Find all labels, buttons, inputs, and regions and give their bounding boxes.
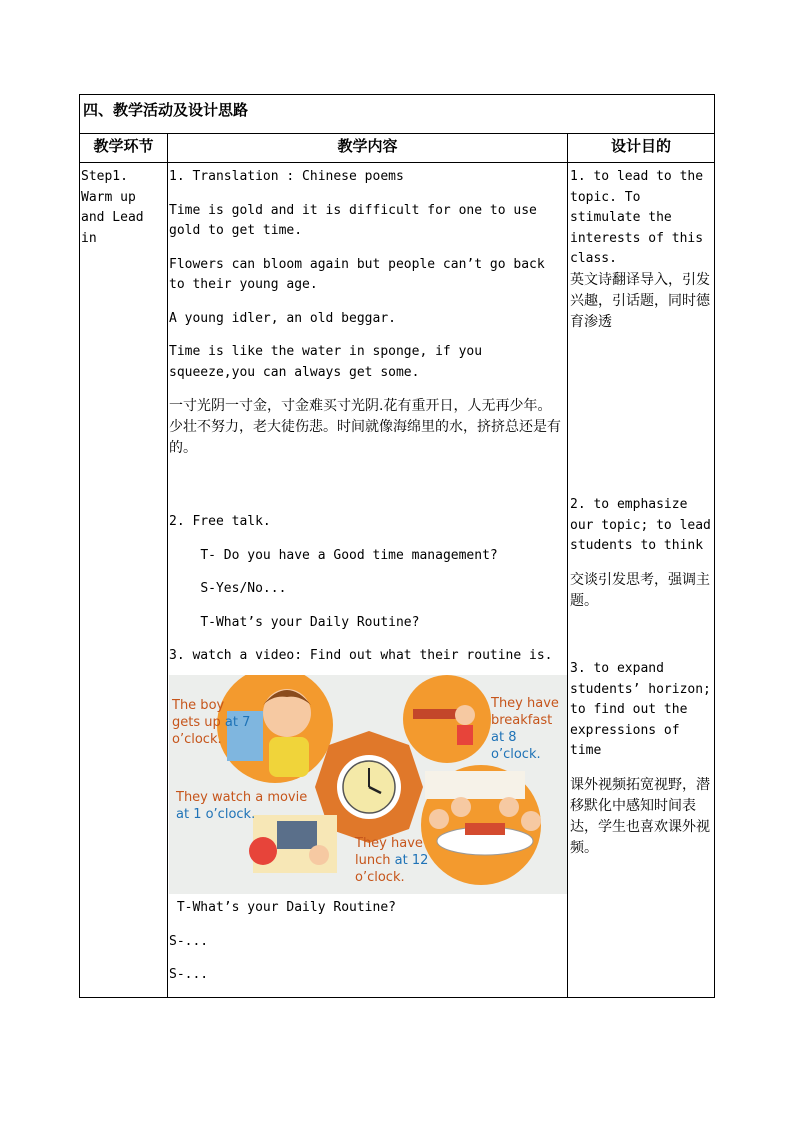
purpose-1 bbox=[570, 167, 714, 333]
section-title: 四、教学活动及设计思路 bbox=[83, 101, 249, 119]
content-line: T-What’s your Daily Routine? bbox=[169, 614, 420, 630]
content-line: 一寸光阴一寸金，寸金难买寸光阴.花有重开日，人无再少年。少壮不努力，老大徒伤悲。时间就像海绵里的水，挤挤总还是有的。 bbox=[169, 398, 561, 456]
content-line: 1. Translation : Chinese poems bbox=[169, 169, 404, 184]
content-line: S-... bbox=[169, 967, 209, 982]
content-line: Flowers can bloom again but people can’t go back to their young age. bbox=[169, 256, 553, 292]
purpose-text: 交谈引发思考，强调主题。 bbox=[570, 571, 710, 609]
teaching-content bbox=[169, 167, 565, 667]
purpose-3 bbox=[570, 659, 714, 859]
content-line: A young idler, an old beggar. bbox=[169, 310, 396, 326]
content-line: 2. Free talk. bbox=[169, 514, 271, 529]
child-head bbox=[499, 797, 519, 817]
col-divider bbox=[167, 133, 168, 997]
child-head bbox=[521, 811, 541, 831]
counter-shape bbox=[425, 771, 525, 799]
child-head bbox=[309, 845, 329, 865]
purpose-text: 英文诗翻译导入，引发兴趣，引话题，同时德育渗透 bbox=[570, 271, 710, 330]
lesson-table bbox=[79, 94, 715, 998]
content-line: Time is like the water in sponge, if you squeeze,you can always get some. bbox=[169, 344, 490, 380]
child-head bbox=[451, 797, 471, 817]
teaching-content-end bbox=[169, 898, 565, 986]
step-label: Step1. Warm up and Lead in bbox=[81, 169, 144, 246]
purpose-2 bbox=[570, 495, 714, 612]
content-line: Time is gold and it is difficult for one to use gold to get time. bbox=[169, 202, 545, 238]
caption-get-up: The boy gets up at 7 o’clock. bbox=[172, 698, 251, 747]
header-purpose: 设计目的 bbox=[610, 137, 671, 155]
purpose-text: 3. to expand students’ horizon; to find out the expressions of time bbox=[570, 661, 711, 758]
caption-lunch: They have lunch at 12 o’clock. bbox=[355, 836, 429, 885]
child-head bbox=[429, 809, 449, 829]
purpose-text: 1. to lead to the topic. To stimulate the interests of this class. bbox=[570, 169, 704, 266]
food-tray bbox=[465, 823, 505, 835]
boy-shirt bbox=[269, 737, 309, 777]
caption-breakfast: They have breakfast at 8 o’clock. bbox=[491, 696, 559, 762]
header-content: 教学内容 bbox=[337, 137, 398, 155]
content-line: S-Yes/No... bbox=[169, 581, 287, 596]
caption-movie: They watch a movie at 1 o’clock. bbox=[176, 790, 308, 822]
row-divider bbox=[80, 162, 714, 163]
child-figure bbox=[249, 837, 277, 865]
content-line: T-What’s your Daily Routine? bbox=[169, 900, 396, 915]
header-stage: 教学环节 bbox=[93, 137, 154, 155]
child-head bbox=[455, 705, 475, 725]
purpose-text: 2. to emphasize our topic; to lead students to think bbox=[570, 497, 711, 553]
col-divider bbox=[567, 133, 568, 997]
child-body bbox=[457, 725, 473, 745]
content-line: S-... bbox=[169, 933, 209, 949]
content-line: 3. watch a video: Find out what their routine is. bbox=[169, 648, 553, 663]
purpose-text: 课外视频拓宽视野，潜移默化中感知时间表达，学生也喜欢课外视频。 bbox=[570, 776, 710, 856]
daily-routine-illustration bbox=[169, 675, 567, 894]
content-line: T- Do you have a Good time management? bbox=[169, 547, 498, 563]
row-divider bbox=[80, 133, 714, 134]
table-shape bbox=[413, 709, 459, 719]
tv-screen bbox=[277, 821, 317, 849]
